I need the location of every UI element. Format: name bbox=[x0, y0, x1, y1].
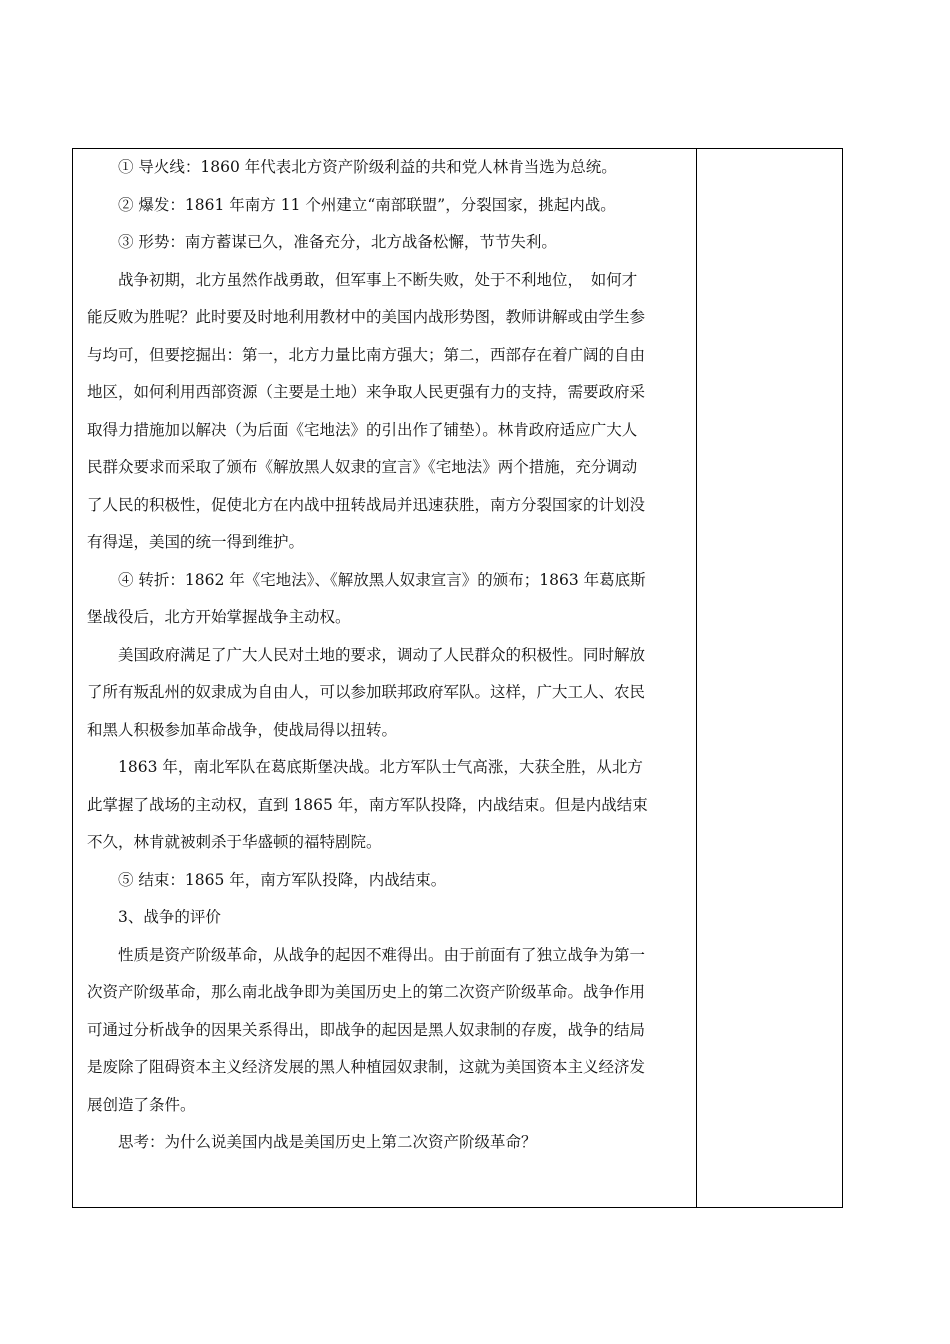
text-line: ③ 形势：南方蓄谋已久，准备充分，北方战备松懈，节节失利。 bbox=[118, 233, 557, 251]
text-line: 3、战争的评价 bbox=[118, 908, 221, 926]
text-line: 美国政府满足了广大人民对土地的要求，调动了人民群众的积极性。同时解放 bbox=[118, 645, 646, 664]
text-line: ④ 转折：1862 年《宅地法》、《解放黑人奴隶宣言》的颁布；1863 年葛底斯 bbox=[118, 570, 646, 589]
lesson-table bbox=[72, 148, 843, 1208]
text-line: 性质是资产阶级革命，从战争的起因不难得出。由于前面有了独立战争为第一 bbox=[118, 945, 646, 964]
text-line: 了人民的积极性，促使北方在内战中扭转战局并迅速获胜，南方分裂国家的计划没 bbox=[87, 495, 646, 514]
text-line: 与均可，但要挖掘出：第一，北方力量比南方强大；第二，西部存在着广阔的自由 bbox=[87, 345, 646, 364]
text-line: 了所有叛乱州的奴隶成为自由人，可以参加联邦政府军队。这样，广大工人、农民 bbox=[87, 683, 646, 701]
text-line: 取得力措施加以解决（为后面《宅地法》的引出作了铺垫）。林肯政府适应广大人 bbox=[87, 420, 638, 439]
text-line: 1863 年，南北军队在葛底斯堡决战。北方军队士气高涨，大获全胜，从北方 bbox=[118, 758, 643, 776]
text-line: 和黑人积极参加革命战争，使战局得以扭转。 bbox=[87, 720, 398, 739]
text-line: 思考：为什么说美国内战是美国历史上第二次资产阶级革命？ bbox=[118, 1133, 537, 1151]
text-line: 堡战役后，北方开始掌握战争主动权。 bbox=[87, 608, 351, 626]
text-line: 此掌握了战场的主动权，直到 1865 年，南方军队投降，内战结束。但是内战结束 bbox=[87, 795, 648, 814]
text-line: 可通过分析战争的因果关系得出，即战争的起因是黑人奴隶制的存废，战争的结局 bbox=[87, 1020, 646, 1039]
text-line: ② 爆发：1861 年南方 11 个州建立“南部联盟”，分裂国家，挑起内战。 bbox=[118, 195, 616, 214]
text-line: ⑤ 结束：1865 年，南方军队投降，内战结束。 bbox=[118, 870, 447, 889]
text-line: 能反败为胜呢？此时要及时地利用教材中的美国内战形势图，教师讲解或由学生参 bbox=[87, 308, 646, 326]
notes-cell bbox=[697, 149, 842, 1207]
content-cell bbox=[73, 149, 697, 1207]
text-line: 地区，如何利用西部资源（主要是土地）来争取人民更强有力的支持，需要政府采 bbox=[87, 383, 646, 401]
text-line: 有得逞，美国的统一得到维护。 bbox=[87, 533, 305, 551]
text-line: 战争初期，北方虽然作战勇敢，但军事上不断失败，处于不利地位， 如何才 bbox=[118, 270, 638, 289]
text-line: ① 导火线：1860 年代表北方资产阶级利益的共和党人林肯当选为总统。 bbox=[118, 158, 617, 176]
text-line: 是废除了阻碍资本主义经济发展的黑人种植园奴隶制，这就为美国资本主义经济发 bbox=[87, 1058, 646, 1076]
text-line: 民群众要求而采取了颁布《解放黑人奴隶的宣言》《宅地法》两个措施，充分调动 bbox=[87, 458, 638, 476]
text-line: 不久，林肯就被刺杀于华盛顿的福特剧院。 bbox=[87, 833, 382, 851]
text-line: 次资产阶级革命，那么南北战争即为美国历史上的第二次资产阶级革命。战争作用 bbox=[87, 983, 646, 1001]
text-line: 展创造了条件。 bbox=[87, 1095, 196, 1114]
